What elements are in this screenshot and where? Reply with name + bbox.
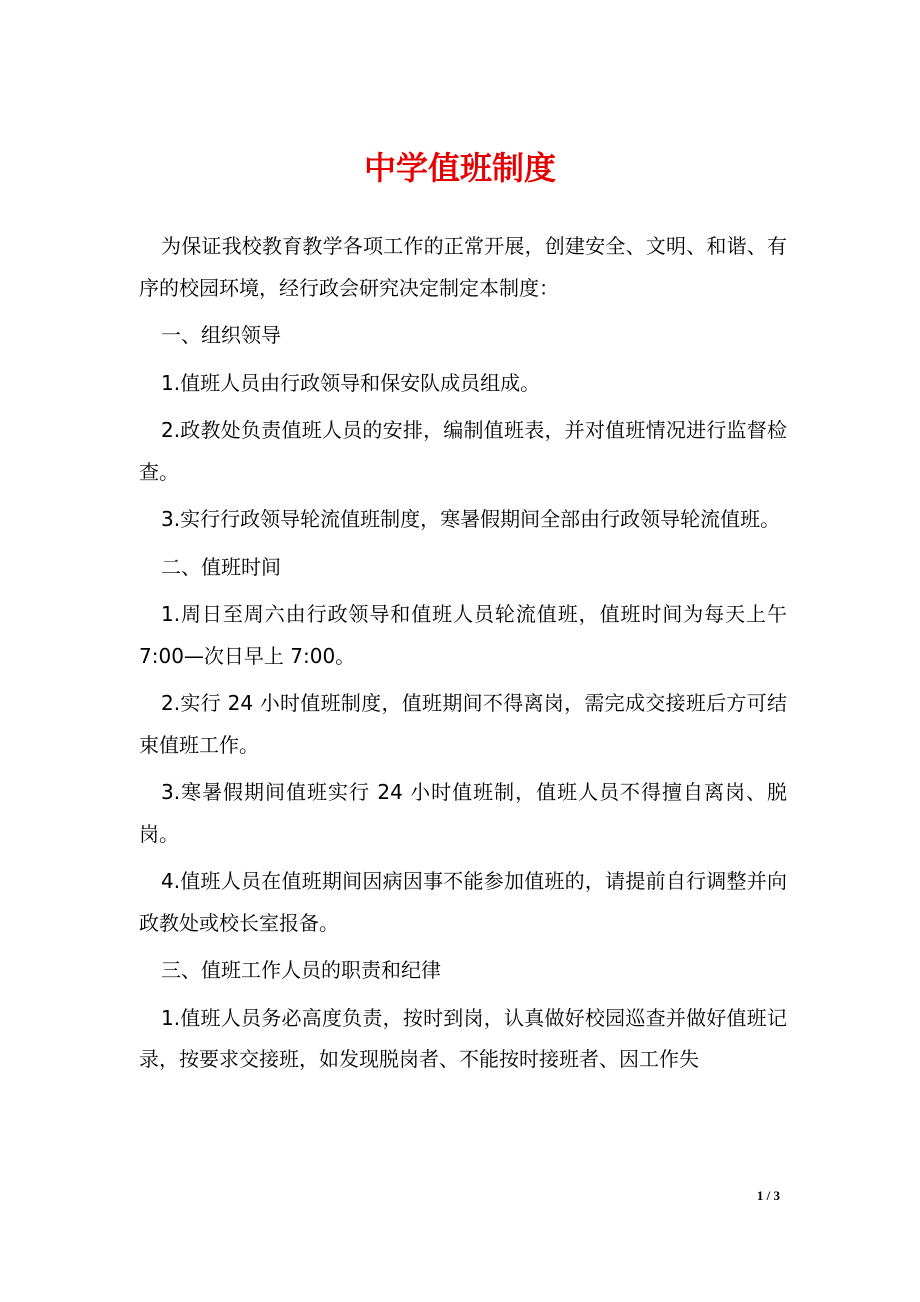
paragraph-time-2: 2.实行 24 小时值班制度，值班期间不得离岗，需完成交接班后方可结束值班工作。 <box>139 691 787 757</box>
paragraph-org-2: 2.政教处负责值班人员的安排，编制值班表，并对值班情况进行监督检查。 <box>139 418 787 484</box>
paragraph-org-1: 1.值班人员由行政领导和保安队成员组成。 <box>161 370 541 395</box>
document-title: 中学值班制度 <box>363 149 556 187</box>
paragraph-time-1: 1.周日至周六由行政领导和值班人员轮流值班，值班时间为每天上午 7:00—次日早上 7:00。 <box>139 602 787 668</box>
section-heading-duty-time: 二、值班时间 <box>161 554 281 579</box>
paragraph-time-4: 4.值班人员在值班期间因病因事不能参加值班的，请提前自行调整并向政教处或校长室报备。 <box>139 869 787 935</box>
document-body <box>139 226 787 1087</box>
paragraph-duties-1: 1.值班人员务必高度负责，按时到岗，认真做好校园巡查并做好值班记录，按要求交接班，如发现脱岗者、不能按时接班者、因工作失 <box>139 1005 787 1071</box>
section-heading-duties: 三、值班工作人员的职责和纪律 <box>161 958 441 982</box>
page-number: 1 / 3 <box>756 1188 780 1203</box>
paragraph-time-3: 3.寒暑假期间值班实行 24 小时值班制，值班人员不得擅自离岗、脱岗。 <box>139 780 787 846</box>
paragraph-org-3: 3.实行行政领导轮流值班制度，寒暑假期间全部由行政领导轮流值班。 <box>161 507 781 531</box>
section-heading-organization: 一、组织领导 <box>161 323 281 347</box>
intro-paragraph: 为保证我校教育教学各项工作的正常开展，创建安全、文明、和谐、有序的校园环境，经行政会研究决定制定本制度： <box>139 234 787 300</box>
